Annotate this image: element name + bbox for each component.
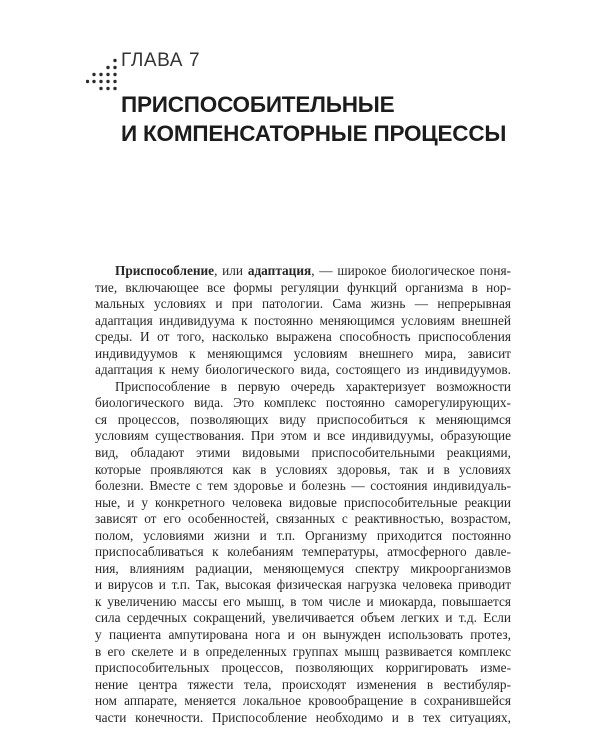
text-line: Приспособление в первую очередь характеризует возможности (115, 378, 511, 394)
text-line: ся процессов, позволяющих виду приспособиться к меняющимся (95, 411, 511, 427)
chapter-body (95, 263, 511, 726)
text-line: индивидуумов к меняющимся условиям внешнего мира, зависит (95, 345, 511, 361)
chapter-title (121, 90, 506, 148)
chapter-label: ГЛАВА 7 (121, 50, 201, 71)
text-line: и вирусов и т.п. Так, высокая физическая нагрузка человека приводит (95, 577, 511, 593)
text-line: болезни. Вместе с тем здоровье и болезнь — состояния индивидуаль- (95, 478, 511, 494)
text-line: полом, условиями жизни и т.п. Организму приходится постоянно (95, 527, 511, 543)
text-line: Приспособление, или адаптация, — широкое биологическое поня- (115, 263, 511, 278)
text-line: среды. И от того, насколько выражена способность приспособления (95, 329, 511, 345)
text-line: нение центра тяжести тела, происходят изменения в вестибуляр- (95, 676, 511, 692)
text-line: к увеличению массы его мышц, в том числе и миокарда, повышается (95, 593, 511, 609)
text-line: биологического вида. Это комплекс постоянно саморегулирующих- (95, 395, 511, 411)
text-line: зависят от его особенностей, связанных с реактивностью, возрастом, (95, 511, 511, 527)
text-line: ные, и у конкретного человека видовые приспособительные реакции (95, 494, 511, 510)
chapter-dots-ornament (86, 58, 118, 94)
text-line: приспособительных процессов, позволяющих корригировать изме- (95, 660, 511, 676)
term-adaptatsiya: адаптация (247, 263, 312, 278)
term-prisposoblenie: Приспособление (115, 263, 215, 278)
text-line: условиям существования. При этом и все индивидуумы, образующие (95, 428, 511, 444)
text-line: приспосабливаться к колебаниям температуры, атмосферного давле- (95, 544, 511, 560)
text-line: в его скелете и в определенных группах мышц развивается комплекс (95, 643, 511, 659)
text-line: ния, влияниям радиации, меняющемуся спектру микроорганизмов (95, 560, 511, 576)
chapter-title-line: И КОМПЕНСАТОРНЫЕ ПРОЦЕССЫ (121, 121, 507, 146)
text-line: адаптация индивидуума к постоянно меняющимся условиям внешней (95, 312, 511, 328)
text-line: вид, обладают этими видовыми приспособительными реакциями, (95, 445, 511, 461)
text-line: которые проявляются как в условиях здоровья, так и в условиях (95, 461, 511, 477)
text-line: части конечности. Приспособление необходимо и в тех ситуациях, (95, 709, 511, 725)
text-line: адаптация к нему биологического вида, состоящего из индивидуумов. (95, 362, 511, 378)
text-line: сила сердечных сокращений, увеличивается объем легких и т.д. Если (95, 610, 511, 626)
text-line: мальных условиях и при патологии. Сама жизнь — непрерывная (95, 296, 511, 312)
text-line: ном аппарате, меняется локальное кровообращение в сохранившейся (95, 693, 511, 709)
chapter-title-line: ПРИСПОСОБИТЕЛЬНЫЕ (121, 92, 395, 117)
text-line: у пациента ампутирована нога и он вынужден использовать протез, (95, 627, 511, 643)
text-line: тие, включающее все формы регуляции функций организма в нор- (95, 279, 511, 295)
